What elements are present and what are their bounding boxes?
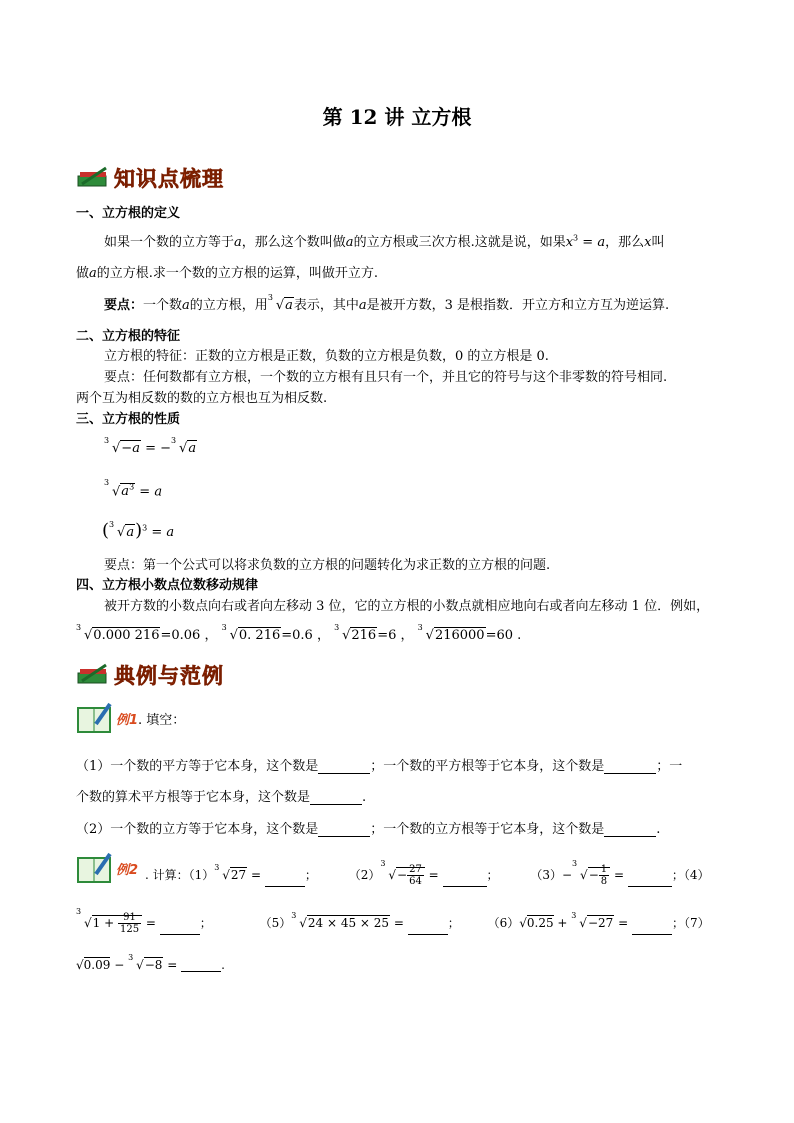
answer-blank[interactable]	[310, 792, 362, 805]
example-2-line-1: . 计算：（1） 3 √27 = ； （2） 3 √− $\frac{27}{64}$ = ； （3）− 3 √− $\frac{1}{8}$ = ；（4）	[145, 859, 710, 887]
answer-blank[interactable]	[604, 824, 656, 837]
formula-3: ( 3 √a)$^3$ = a	[102, 520, 175, 541]
book-pen-icon	[76, 663, 110, 687]
s4-examples: 3 √0.000 216=0.06 ， 3 √0. 216=0.6 ， 3 √216=6 ， 3 √216000=60 .	[76, 623, 522, 643]
example-1-header: 例1 . 填空：	[76, 702, 185, 734]
answer-blank[interactable]	[632, 922, 672, 935]
s4-line-1: 被开方数的小数点向右或者向左移动 3 位，它的立方根的小数点就相应地向右或者向左移动 1 位．例如，	[104, 599, 710, 614]
s2-line-1: 立方根的特征：正数的立方根是正数，负数的立方根是负数，0 的立方根是 0.	[104, 349, 549, 364]
s1-paragraph-1: 如果一个数的立方等于a，那么这个数叫做a的立方根或三次方根.这就是说，如果$x^3 = a$，那么x叫	[104, 233, 665, 250]
answer-blank[interactable]	[181, 959, 221, 972]
answer-blank[interactable]	[408, 922, 448, 935]
notebook-pencil-icon	[76, 702, 114, 734]
example-1-q2: （2）一个数的立方等于它本身，这个数是 ；一个数的立方根等于它本身，这个数是 .	[76, 822, 661, 837]
page-title: 第 12 讲 立方根	[322, 105, 472, 129]
example-1-q1-line-2: 个数的算术平方根等于它本身，这个数是 .	[76, 790, 367, 805]
s1-paragraph-2: 做a的立方根.求一个数的立方根的运算，叫做开立方.	[76, 266, 379, 281]
section-1-heading: 一、立方根的定义	[76, 206, 181, 221]
answer-blank[interactable]	[604, 761, 656, 774]
notebook-pencil-icon	[76, 852, 114, 884]
banner-text: 知识点梳理	[114, 167, 224, 191]
formula-2: 3 $√a^3 = a$	[104, 478, 163, 500]
answer-blank[interactable]	[265, 874, 305, 887]
section-banner-knowledge	[76, 163, 224, 193]
example-1-q1-line-1: （1）一个数的平方等于它本身，这个数是 ；一个数的平方根等于它本身，这个数是 ；一	[76, 759, 683, 774]
answer-blank[interactable]	[628, 874, 672, 887]
section-3-heading: 三、立方根的性质	[76, 412, 181, 427]
answer-blank[interactable]	[443, 874, 487, 887]
section-2-heading: 二、立方根的特征	[76, 329, 181, 344]
section-4-heading: 四、立方根小数点位数移动规律	[76, 578, 259, 593]
formula-1: 3 √−a = − 3 √a	[104, 436, 197, 456]
example-2-header: 例2	[76, 852, 138, 884]
answer-blank[interactable]	[318, 761, 370, 774]
s2-line-3: 两个互为相反数的数的立方根也互为相反数.	[76, 391, 328, 406]
book-pen-icon	[76, 166, 110, 190]
example-2-line-3: √0.09 − 3 √−8 = .	[76, 953, 225, 972]
example-2-line-2: 3 √1 + $\frac{91}{125}$ = ； （5） 3 √24 × 45 × 25 = ； （6）√0.25 + 3 √−27 = ；（7）	[76, 907, 710, 935]
s2-line-2: 要点：任何数都有立方根，一个数的立方根有且只有一个，并且它的符号与这个非零数的符号相同.	[104, 370, 668, 385]
s3-note: 要点：第一个公式可以将求负数的立方根的问题转化为求正数的立方根的问题.	[104, 558, 551, 573]
answer-blank[interactable]	[160, 922, 200, 935]
section-banner-examples	[76, 660, 224, 690]
banner-text: 典例与范例	[114, 664, 224, 688]
s1-key-point: 要点：一个数a的立方根，用 3 √a表示，其中a是被开方数，3 是根指数．开立方和立方互为逆运算.	[104, 293, 670, 313]
answer-blank[interactable]	[318, 824, 370, 837]
